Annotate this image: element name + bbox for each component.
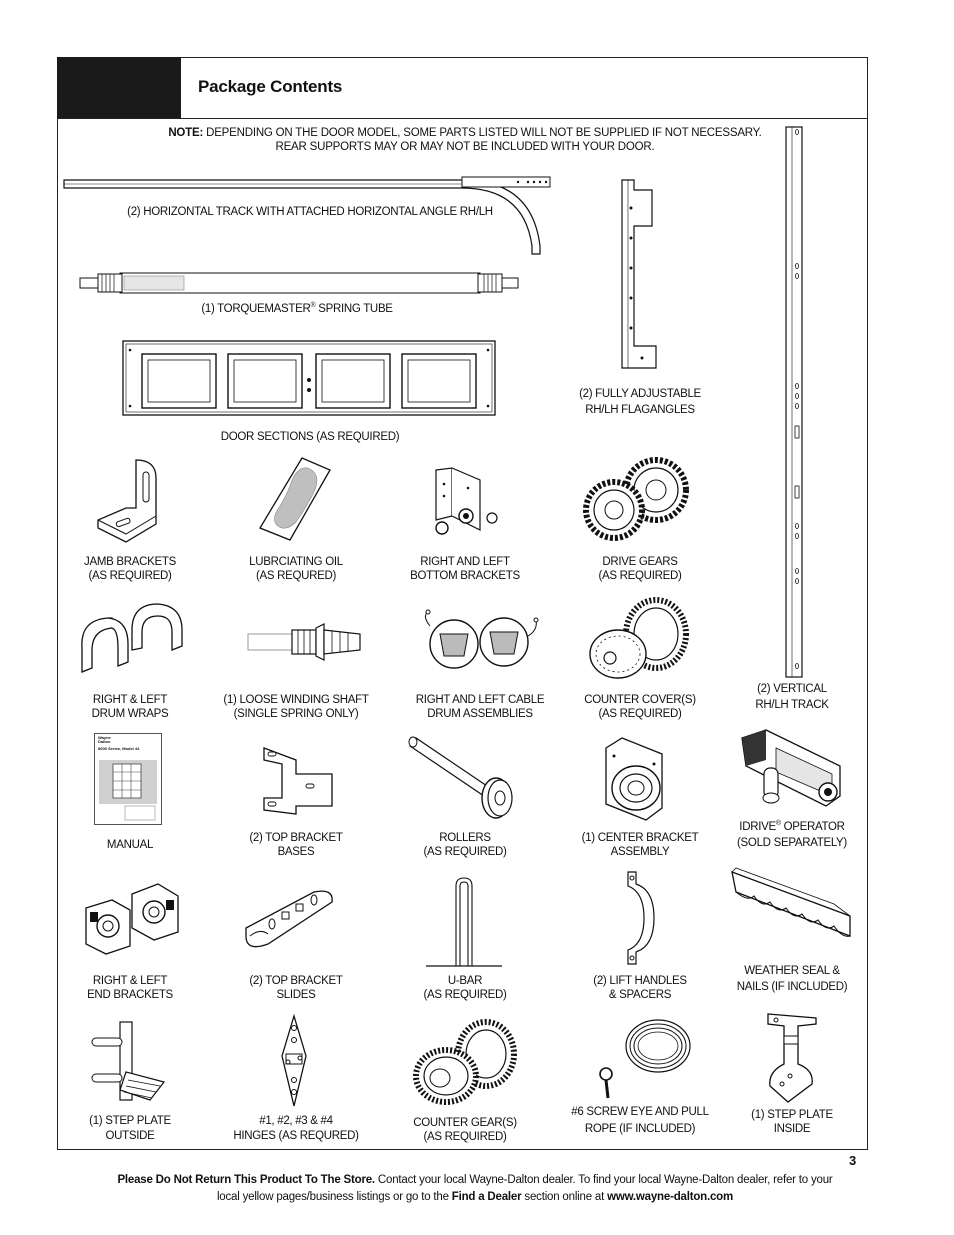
end-text-1: RIGHT & LEFT [92,975,168,987]
drive-gears-illustration [582,456,692,542]
lift-text-2: & SPACERS [608,989,672,1001]
counter-cover-label [584,693,695,721]
lubricating-oil-illustration [256,456,332,542]
page-number: 3 [849,1153,857,1168]
drums-text-1: RIGHT AND LEFT CABLE [415,694,545,706]
manual-illustration [94,733,162,825]
idrive-label [737,816,847,851]
drum-wraps-label [92,693,169,721]
page-title: Package Contents [198,77,343,96]
jamb-brackets-label [84,555,176,583]
vertical-track-illustration [784,126,804,678]
idrive-operator-illustration [736,726,848,816]
cable-drums-label [416,693,544,721]
vertical-track-text-2: RH/LH TRACK [755,699,829,711]
step-plate-outside-illustration [90,1020,166,1102]
drum-wraps-illustration [78,600,184,674]
u-bar-label [424,974,507,1002]
hinge-illustration [264,1014,324,1108]
note [150,126,780,154]
rope-text-2: ROPE (IF INCLUDED) [584,1123,696,1135]
end-brackets-label [87,974,173,1002]
footer-text-2: local yellow pages/business listings or go to the [216,1191,452,1203]
seal-text-1: WEATHER SEAL & [744,965,840,977]
tbb-text-2: BASES [277,846,315,858]
cable-drums-illustration [420,612,544,672]
flagangles-text-2: RH/LH FLAGANGLES [585,404,695,416]
counter-gear-illustration [412,1020,520,1106]
flagangles-text-1: (2) FULLY ADJUSTABLE [579,388,701,400]
idrive-text-2: (SOLD SEPARATELY) [737,836,847,849]
spring-tube-illustration [80,270,520,296]
footer-text-3: section online at [521,1191,608,1203]
tbs-text-2: SLIDES [276,989,316,1001]
end-brackets-illustration [82,882,182,958]
counter-gear-label [413,1116,516,1144]
cg-text-2: (AS REQUIRED) [423,1131,507,1143]
cover-text-1: COUNTER COVER(S) [584,694,696,706]
door-sections-illustration [122,340,496,416]
step-plate-inside-illustration [758,1012,822,1104]
end-text-2: END BRACKETS [87,989,173,1001]
vertical-track-label [755,681,828,713]
spo-text-2: OUTSIDE [105,1130,155,1142]
ubar-text-1: U-BAR [447,975,483,987]
screw-eye-rope-illustration [592,1012,696,1102]
top-bracket-base-illustration [256,744,336,820]
horizontal-track-label: (2) HORIZONTAL TRACK WITH ATTACHED HORIZONTAL ANGLE RH/LH [127,206,493,218]
spring-tube-text: (1) TORQUEMASTER [201,302,311,315]
tbs-text-1: (2) TOP BRACKET [249,975,343,987]
center-bracket-illustration [600,736,680,822]
winding-shaft-label [223,693,368,721]
lift-handle-illustration [610,870,662,966]
manual-label: MANUAL [106,839,154,851]
weather-seal-label [737,963,848,995]
door-sections-label: DOOR SECTIONS (AS REQUIRED) [220,431,400,443]
lubricating-oil-label [249,555,343,583]
manual-cover-title: 8000 Series, Model 44 [98,746,140,751]
seal-text-2: NAILS (IF INCLUDED) [736,981,848,993]
note-line-2: REAR SUPPORTS MAY OR MAY NOT BE INCLUDED WITH YOUR DOOR. [275,141,655,153]
top-bracket-slides-label [249,974,342,1002]
ubar-text-2: (AS REQUIRED) [423,989,507,1001]
jamb-text-1: JAMB BRACKETS [84,556,176,568]
screw-eye-rope-label [571,1104,709,1138]
manual-cover-brand: Wayne Dalton [98,735,111,744]
jamb-bracket-illustration [96,458,168,544]
rollers-text-1: ROLLERS [439,832,491,844]
spi-text-1: (1) STEP PLATE [751,1109,833,1121]
jamb-text-2: (AS REQUIRED) [88,570,172,582]
winding-shaft-illustration [246,622,362,662]
bottom-bracket-illustration [430,466,500,540]
note-line-1: DEPENDING ON THE DOOR MODEL, SOME PARTS LISTED WILL NOT BE SUPPLIED IF NOT NECESSARY. [206,127,762,139]
spring-tube-text-2: SPRING TUBE [315,302,393,315]
bottom-brackets-label [410,555,520,583]
registered-mark: ® [775,820,781,827]
shaft-text-2: (SINGLE SPRING ONLY) [233,708,359,720]
lift-text-1: (2) LIFT HANDLES [593,975,687,987]
shaft-text-1: (1) LOOSE WINDING SHAFT [223,694,369,706]
rollers-text-2: (AS REQUIRED) [423,846,507,858]
hinges-label [233,1114,358,1144]
find-dealer-link[interactable]: Find a Dealer [451,1191,522,1203]
idrive-text-1: IDRIVE [739,820,776,833]
flagangles-label [579,386,701,418]
top-bracket-slide-illustration [242,888,338,952]
oil-text-1: LUBRCIATING OIL [249,556,343,568]
drums-text-2: DRUM ASSEMBLIES [427,708,533,720]
drive-gears-label [599,555,682,583]
center-bracket-label [582,831,699,859]
wraps-text-1: RIGHT & LEFT [92,694,168,706]
cover-text-2: (AS REQUIRED) [598,708,682,720]
counter-cover-illustration [586,596,690,682]
weather-seal-illustration [730,866,854,948]
registered-mark: ® [310,302,316,309]
spi-text-2: INSIDE [773,1123,811,1135]
website-link[interactable]: www.wayne-dalton.com [607,1191,734,1203]
tbb-text-1: (2) TOP BRACKET [249,832,343,844]
step-plate-inside-label [751,1108,833,1136]
roller-illustration [404,736,516,820]
u-bar-illustration [424,876,504,968]
bottom-text-1: RIGHT AND LEFT [420,556,510,568]
flagangle-illustration [612,178,668,378]
note-label: NOTE: [168,127,204,139]
center-text-2: ASSEMBLY [610,846,670,858]
hinges-text-1: #1, #2, #3 & #4 [259,1115,333,1127]
gears-text-1: DRIVE GEARS [602,556,678,568]
cg-text-1: COUNTER GEAR(S) [413,1117,517,1129]
wraps-text-2: DRUM WRAPS [91,708,169,720]
header-divider [181,118,868,119]
gears-text-2: (AS REQUIRED) [598,570,682,582]
footer-text-1: Contact your local Wayne-Dalton dealer. To find your local Wayne-Dalton dealer, refer to your [374,1174,833,1186]
hinges-text-2: HINGES (AS REQURED) [233,1130,359,1142]
spo-text-1: (1) STEP PLATE [89,1115,171,1127]
header-divider-left [57,118,181,119]
footer-bold-1: Please Do Not Return This Product To The Store. [117,1174,375,1186]
bottom-text-2: BOTTOM BRACKETS [410,570,520,582]
vertical-track-text-1: (2) VERTICAL [757,683,827,695]
oil-text-2: (AS REQURED) [255,570,337,582]
spring-tube-label [201,299,392,316]
rope-text-1: #6 SCREW EYE AND PULL [571,1106,709,1118]
step-plate-outside-label [89,1114,171,1144]
lift-handles-label [593,974,686,1002]
top-bracket-bases-label [249,831,342,859]
rollers-label [424,831,507,859]
idrive-text-1b: OPERATOR [780,820,845,833]
section-tab [57,57,181,119]
footer [70,1172,880,1206]
center-text-1: (1) CENTER BRACKET [581,832,699,844]
